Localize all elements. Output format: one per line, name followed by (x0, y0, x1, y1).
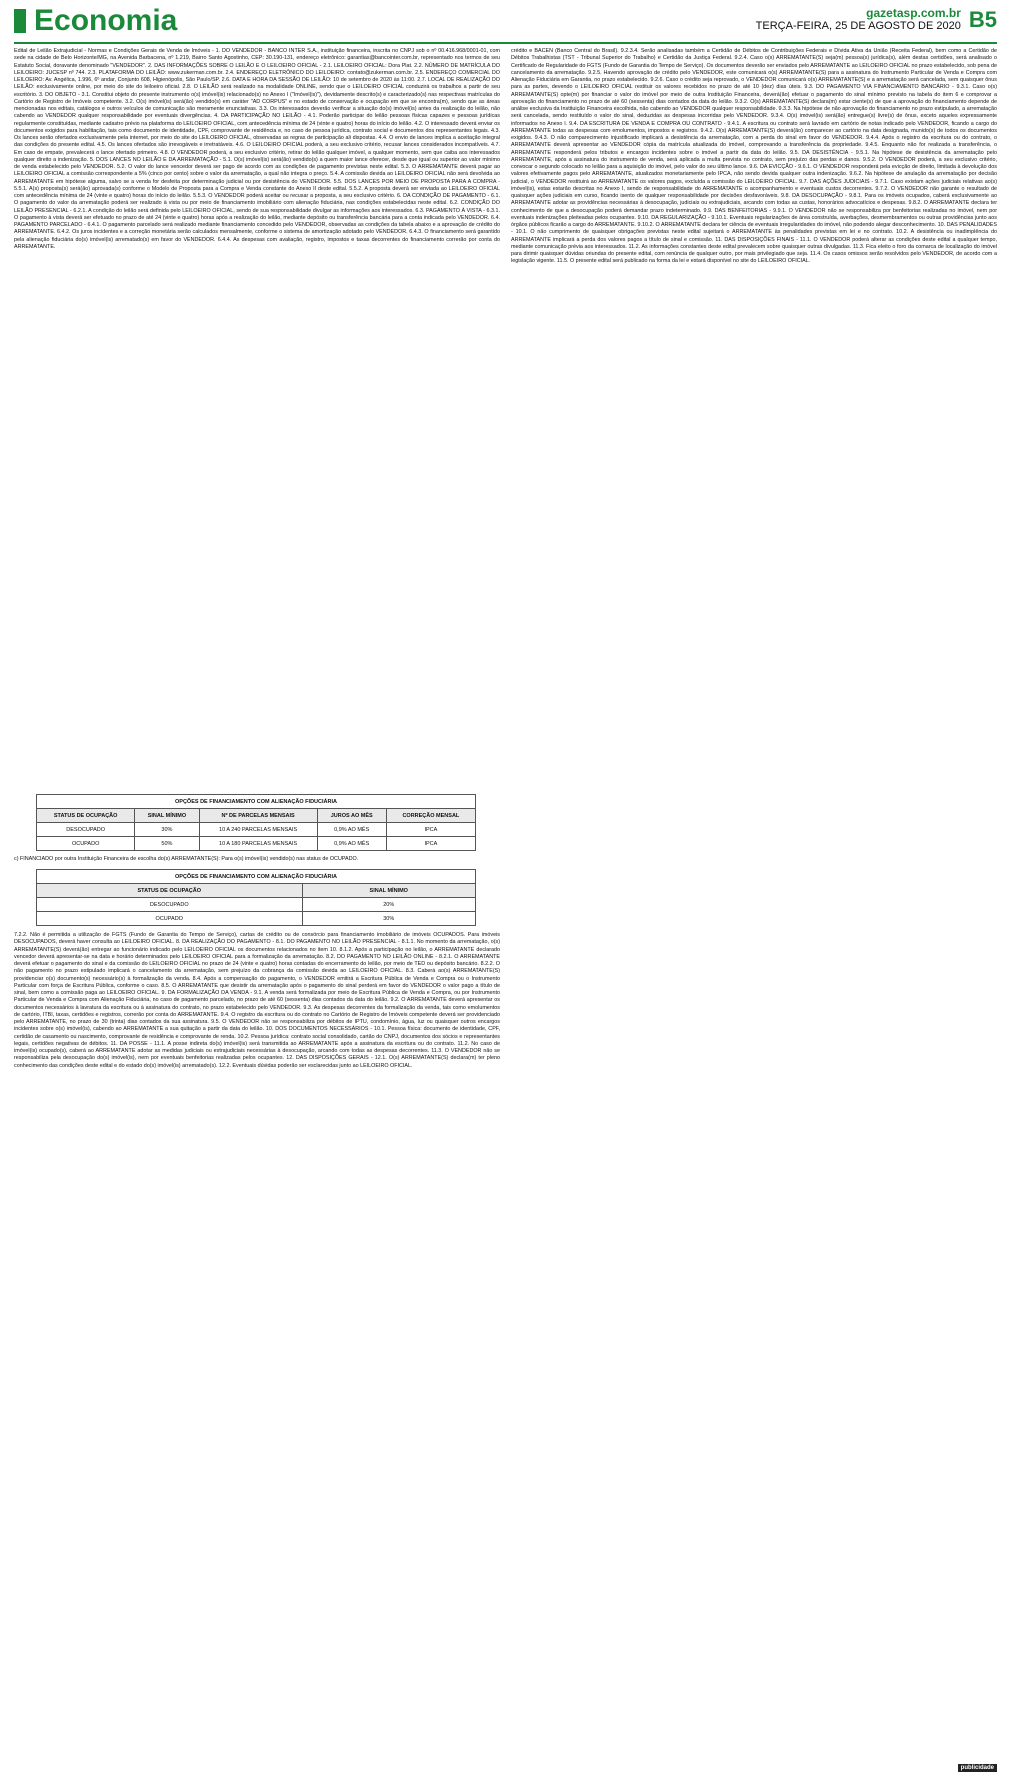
table-cell: 50% (135, 837, 199, 851)
site-url[interactable]: gazetasp.com.br (866, 6, 961, 20)
article-columns (14, 48, 997, 1774)
header-info (756, 6, 997, 34)
page-header (14, 4, 997, 44)
table-row (37, 837, 476, 851)
section-title: Economia (34, 4, 178, 37)
table-cell: DESOCUPADO (37, 898, 303, 912)
table-cell: 20% (302, 898, 476, 912)
edital-text-part3: crédito e BACEN (Banco Central do Brasil). 9.2.3.4. Serão analisadas também a Certidão de Débitos de Contribuições Federais e Dívida Ativa da União (Receita Federal), bem como a Certidão de Débitos Trabalhistas (TST - Tribunal Superior do Trabalho) e Certidão da Justiça Federal. 9.2.4. Caso o(s) ARREMATANTE(S) seja(m) pessoa(s) jurídica(s), além destas certidões, será analisado o Certificado de Regularidade do FGTS (Fundo de Garantia do Tempo de Serviço). Os documentos deverão ser enviados pelo ARREMATANTE ao LEILOEIRO OFICIAL no prazo estabelecido, sob pena de cancelamento da arrematação. 9.2.5. Havendo aprovação de crédito pelo VENDEDOR, este comunicará o(s) ARREMATANTE(S) para a assinatura do Instrumento Particular de Venda e Compra com Alienação Fiduciária em Garantia, no prazo estabelecido. 9.2.6. Caso o crédito seja reprovado, o VENDEDOR comunicará o(s) ARREMATANTE(S) e a arrematação será cancelada, sem quaisquer ônus para as partes, devendo o LEILOEIRO OFICIAL restituir os valores recebidos no prazo de até 10 (dez) dias úteis. 9.3. DO PAGAMENTO VIA FINANCIAMENTO BANCÁRIO - 9.3.1. Caso o(s) ARREMATANTE(S) opte(m) por financiar o valor do imóvel por meio de outra Instituição Financeira, deverá(ão) efetuar o pagamento do sinal mínimo previsto na tabela do item 6 e comprovar a aprovação do financiamento no prazo de até 60 (sessenta) dias contados da data do leilão. 9.3.2. O(s) ARREMATANTE(S) declara(m) estar ciente(s) de que a aprovação do financiamento depende de análise exclusiva da Instituição Financeira escolhida, não cabendo ao VENDEDOR qualquer responsabilidade. 9.3.3. Na hipótese de não aprovação do financiamento no prazo estipulado, a arrematação será cancelada, sendo restituído o valor do sinal, deduzidas as despesas incorridas pelo VENDEDOR. 9.3.4. O(s) imóvel(is) será(ão) entregue(s) livre(s) de ônus, exceto aqueles expressamente informados no Anexo I. 9.4. DA ESCRITURA DE VENDA E COMPRA OU CONTRATO - 9.4.1. A escritura ou contrato será lavrado em cartório de notas indicado pelo VENDEDOR, ficando a cargo do ARREMATANTE todas as despesas com emolumentos, impostos e registros. 9.4.2. O(s) ARREMATANTE(S) deverá(ão) comparecer ao cartório na data designada, munido(s) de todos os documentos exigidos. 9.4.3. O não comparecimento injustificado implicará a desistência da arrematação, com a perda do sinal em favor do VENDEDOR. 9.4.4. Após o registro da escritura ou do contrato, o ARREMATANTE deverá apresentar ao VENDEDOR cópia da matrícula atualizada do imóvel, comprovando a transferência da propriedade. 9.4.5. Enquanto não for realizada a transferência, o ARREMATANTE responderá pelos tributos e encargos incidentes sobre o imóvel a partir da data do leilão. 9.5. DA DESISTÊNCIA - 9.5.1. Na hipótese de desistência da arrematação pelo ARREMATANTE, após a assinatura do instrumento de venda, será aplicada a multa prevista no contrato, sem prejuízo das perdas e danos. 9.5.2. O VENDEDOR poderá, a seu exclusivo critério, convocar o segundo colocado no leilão para a aquisição do imóvel, pelo valor do seu último lance. 9.6. DA EVICÇÃO - 9.6.1. O VENDEDOR responderá pela evicção de direito, limitada à devolução dos valores efetivamente pagos pelo ARREMATANTE, atualizados monetariamente pelo IPCA, não sendo devida qualquer outra indenização. 9.6.2. Na hipótese de anulação da arrematação por decisão judicial, o VENDEDOR restituirá ao ARREMATANTE os valores pagos, excluída a comissão do LEILOEIRO OFICIAL. 9.7. DAS AÇÕES JUDICIAIS - 9.7.1. Caso existam ações judiciais relativas ao(s) imóvel(is), estas estarão descritas no Anexo I, sendo de responsabilidade do ARREMATANTE o acompanhamento e eventuais custos decorrentes. 9.7.2. O VENDEDOR não garante o resultado de quaisquer ações judiciais em curso, ficando isento de qualquer responsabilidade por decisões desfavoráveis. 9.8. DA DESOCUPAÇÃO - 9.8.1. Para os imóveis ocupados, caberá exclusivamente ao ARREMATANTE adotar as providências necessárias à desocupação, judiciais ou extrajudiciais, arcando com todas as custas, honorários advocatícios e despesas. 9.8.2. O ARREMATANTE declara ter conhecimento de que a desocupação poderá demandar prazo indeterminado. 9.9. DAS BENFEITORIAS - 9.9.1. O VENDEDOR não se responsabiliza por benfeitorias realizadas no imóvel, nem por eventuais indenizações pleiteadas pelos ocupantes. 9.10. DA REGULARIZAÇÃO - 9.10.1. Eventuais regularizações de área construída, averbações, desmembramentos ou outras providências junto aos órgãos públicos ficarão a cargo do ARREMATANTE. 9.10.2. O ARREMATANTE declara ter ciência de eventuais irregularidades do imóvel, não podendo alegar desconhecimento. 10. DAS PENALIDADES - 10.1. O não cumprimento de quaisquer obrigações previstas neste edital sujeitará o ARREMATANTE às penalidades previstas em lei e no contrato. 10.2. A desistência ou inadimplência do ARREMATANTE implicará a perda dos valores pagos a título de sinal e comissão. 11. DAS DISPOSIÇÕES FINAIS - 11.1. O VENDEDOR poderá alterar as condições deste edital a qualquer tempo, mediante comunicação prévia aos interessados. 11.2. As informações constantes deste edital prevalecem sobre quaisquer outras divulgadas. 11.3. Fica eleito o foro da comarca de localização do imóvel para dirimir quaisquer dúvidas oriundas do presente edital, com renúncia de qualquer outro, por mais privilegiado que seja. 11.4. Os casos omissos serão resolvidos pelo VENDEDOR, de acordo com a legislação vigente. 11.5. O presente edital será publicado na forma da lei e estará disponível no site do LEILOEIRO OFICIAL. (511, 48, 997, 265)
table-cell: DESOCUPADO (37, 823, 135, 837)
table-cell: OCUPADO (37, 912, 303, 926)
table-header-cell: SINAL MÍNIMO (135, 809, 199, 823)
table-row (37, 898, 476, 912)
page-number: B5 (968, 7, 997, 32)
table-row (37, 912, 476, 926)
right-column (511, 48, 997, 1774)
financing-note: c) FINANCIADO por outra Instituição Financeira de escolha do(s) ARREMATANTE(S): Para o(s) imóvel(is) vendido(s) nas status de OCUPADO. (14, 856, 359, 862)
table-cell: OCUPADO (37, 837, 135, 851)
table-cell: 30% (135, 823, 199, 837)
table-header-cell: STATUS DE OCUPAÇÃO (37, 884, 303, 898)
financing-table-fiduciary (36, 794, 476, 851)
table-cell: IPCA (386, 837, 475, 851)
table-title: OPÇÕES DE FINANCIAMENTO COM ALIENAÇÃO FIDUCIÁRIA (37, 870, 476, 884)
table-cell: 0,9% AO MÊS (317, 837, 386, 851)
table-cell: 0,9% AO MÊS (317, 823, 386, 837)
edital-text-part2: 7.2.2. Não é permitida a utilização de FGTS (Fundo de Garantia do Tempo de Serviço), cartas de crédito ou de consórcio para financiamento imobiliário de imóveis OCUPADOS. Para imóveis DESOCUPADOS, deverá haver consulta ao LEILOEIRO OFICIAL. 8. DA REALIZAÇÃO DO PAGAMENTO - 8.1. DO PAGAMENTO NO LEILÃO PRESENCIAL - 8.1.1. No momento da arrematação, o(s) ARREMATANTE(S) deverá(ão) entregar ao funcionário indicado pelo LEILOEIRO OFICIAL os documentos relacionados no item 10. 8.1.2. Após a participação no leilão, o ARREMATANTE declarado vencedor deverá apresentar-se na data e horário determinados pelo LEILOEIRO OFICIAL para a formalização da arrematação. 8.2. DO PAGAMENTO NO LEILÃO ONLINE - 8.2.1. O ARREMATANTE deverá efetuar o pagamento do sinal e da comissão do LEILOEIRO OFICIAL no prazo de 24 (vinte e quatro) horas contadas do encerramento do leilão, por meio de TED ou depósito bancário. 8.2.2. O não pagamento no prazo estipulado implicará o cancelamento da arrematação, sem prejuízo da cobrança da comissão devida ao LEILOEIRO OFICIAL. 8.3. Caberá ao(s) ARREMATANTE(S) providenciar o(s) documento(s) necessário(s) à formalização da venda. 8.4. Após a compensação do pagamento, o VENDEDOR emitirá a Escritura Pública de Venda e Compra ou o Instrumento Particular com força de Escritura Pública, conforme o caso. 8.5. O ARREMATANTE que desistir da arrematação após o pagamento do sinal perderá em favor do VENDEDOR o valor pago a título de sinal, bem como a comissão paga ao LEILOEIRO OFICIAL. 9. DA FORMALIZAÇÃO DA VENDA - 9.1. A venda será formalizada por meio de Escritura Pública de Venda e Compra, ou por Instrumento Particular de Venda e Compra com Alienação Fiduciária, no caso de pagamento parcelado, no prazo de até 60 (sessenta) dias contados da data do leilão. 9.2. O ARREMATANTE deverá apresentar os documentos necessários à lavratura da escritura ou à assinatura do contrato, no prazo estabelecido pelo VENDEDOR. 9.3. As despesas decorrentes da formalização da venda, tais como emolumentos de cartório, ITBI, taxas, certidões e registros, correrão por conta do ARREMATANTE. 9.4. O registro da escritura ou do contrato no Cartório de Registro de Imóveis competente deverá ser providenciado pelo ARREMATANTE, no prazo de 30 (trinta) dias contados da sua assinatura. 9.5. O VENDEDOR não se responsabiliza por débitos de IPTU, condomínio, água, luz ou quaisquer outros encargos incidentes sobre o(s) imóvel(is), cabendo ao ARREMATANTE a sua quitação a partir da data do leilão. 10. DOS DOCUMENTOS NECESSÁRIOS - 10.1. Pessoa física: documento de identidade, CPF, certidão de casamento ou nascimento, comprovante de residência e comprovante de renda. 10.2. Pessoa jurídica: contrato social consolidado, cartão do CNPJ, documentos dos sócios e representantes legais, certidões negativas de débitos. 11. DA POSSE - 11.1. A posse indireta do(s) imóvel(is) será transmitida ao ARREMATANTE após a assinatura da escritura ou do contrato. 11.2. No caso de imóvel(is) ocupado(s), caberá ao ARREMATANTE adotar as medidas judiciais ou extrajudiciais necessárias à desocupação, arcando com todas as despesas decorrentes. 11.3. O VENDEDOR não se responsabiliza pela desocupação do(s) imóvel(is), nem por eventuais benfeitorias realizadas pelos ocupantes. 12. DAS DISPOSIÇÕES GERAIS - 12.1. O(s) ARREMATANTE(S) declara(m) ter pleno conhecimento das condições deste edital e do estado do(s) imóvel(is) arrematado(s). 12.2. Eventuais dúvidas poderão ser esclarecidas junto ao LEILOEIRO OFICIAL. (14, 932, 500, 1069)
publicidade-badge: publicidade (958, 1764, 997, 1772)
table-cell: 30% (302, 912, 476, 926)
table-header-cell: STATUS DE OCUPAÇÃO (37, 809, 135, 823)
table-cell: IPCA (386, 823, 475, 837)
left-column (14, 48, 500, 1774)
table-row (37, 823, 476, 837)
table-header-cell: JUROS AO MÊS (317, 809, 386, 823)
financing-table-other-institution (36, 869, 476, 926)
table-cell: 10 A 240 PARCELAS MENSAIS (199, 823, 317, 837)
financing-tables (14, 794, 500, 926)
table-header-cell: Nº DE PARCELAS MENSAIS (199, 809, 317, 823)
table-title: OPÇÕES DE FINANCIAMENTO COM ALIENAÇÃO FIDUCIÁRIA (37, 795, 476, 809)
header-meta (756, 6, 961, 33)
section-brand (14, 6, 177, 36)
edital-text-part1: Edital de Leilão Extrajudicial - Normas e Condições Gerais de Venda de Imóveis - 1. DO VENDEDOR - BANCO INTER S.A., instituição financeira, inscrita no CNPJ sob o nº 00.416.968/0001-01, com sede na cidade de Belo Horizonte/MG, na Avenida Barbacena, nº 1.219, Bairro Santo Agostinho, CEP: 30.190-131, endereço eletrônico: garantias@bancointer.com.br, representado nos termos de seu Estatuto Social, doravante denominado "VENDEDOR". 2. DAS INFORMAÇÕES SOBRE O LEILÃO E O LEILOEIRO OFICIAL - 2.1. LEILOEIRO OFICIAL: Dora Plat. 2.2. NÚMERO DE MATRÍCULA DO LEILOEIRO: JUCESP nº 744. 2.3. PLATAFORMA DO LEILÃO: www.zukerman.com.br. 2.4. ENDEREÇO ELETRÔNICO DO LEILOEIRO: contato@zukerman.com.br. 2.5. ENDEREÇO COMERCIAL DO LEILOEIRO: Av. Angélica, 1.996, 6º andar, Conjunto 608, Higienópolis, São Paulo/SP. 2.6. DATA E HORA DA SESSÃO DE LEILÃO: 10 de setembro de 2020 às 11:00. 2.7. LOCAL DE REALIZAÇÃO DO LEILÃO: exclusivamente online, por meio do site do leiloeiro oficial. 2.8. O LEILÃO será realizado na modalidade ONLINE, sendo que o LEILOEIRO OFICIAL conduzirá os trabalhos a partir de seu escritório. 3. DO OBJETO - 3.1. Constitui objeto do presente instrumento o(s) imóvel(is) relacionado(s) no Anexo I ("Imóvel(is)"), devidamente descrito(s) e caracterizado(s) nas respectivas matrículas do Cartório de Registro de Imóveis competente. 3.2. O(s) imóvel(is) será(ão) vendido(s) em caráter "AD CORPUS" e no estado de conservação e ocupação em que se encontra(m), sendo que as áreas mencionadas nos editais, catálogos e outros veículos de comunicação são meramente enunciativas. 3.3. Os interessados deverão verificar a situação do(s) imóvel(is) antes da realização do leilão, não cabendo ao VENDEDOR qualquer responsabilidade por eventuais divergências. 4. DA PARTICIPAÇÃO NO LEILÃO - 4.1. Poderão participar do leilão pessoas físicas capazes e pessoas jurídicas regularmente constituídas, mediante cadastro prévio na plataforma do LEILOEIRO OFICIAL, com antecedência mínima de 24 (vinte e quatro) horas do início do leilão. 4.2. O interessado deverá enviar os documentos exigidos para habilitação, tais como documento de identidade, CPF, comprovante de residência e, no caso de pessoa jurídica, contrato social e documentos dos representantes legais. 4.3. Os lances serão ofertados exclusivamente pela internet, por meio do site do LEILOEIRO OFICIAL, observadas as regras de participação ali dispostas. 4.4. O envio de lances implica a aceitação integral das condições do presente edital. 4.5. Os lances ofertados são irrevogáveis e irretratáveis. 4.6. O LEILOEIRO OFICIAL poderá, a seu exclusivo critério, recusar lances considerados incompatíveis. 4.7. Em caso de empate, prevalecerá o lance ofertado primeiro. 4.8. O VENDEDOR poderá, a seu exclusivo critério, retirar do leilão qualquer imóvel, a qualquer momento, sem que caiba aos interessados qualquer direito a indenização. 5. DOS LANCES NO LEILÃO E DA ARREMATAÇÃO - 5.1. O(s) imóvel(is) será(ão) vendido(s) a quem maior lance oferecer, desde que igual ou superior ao valor mínimo de venda estabelecido pelo VENDEDOR. 5.2. O valor do lance vencedor deverá ser pago de acordo com as condições de pagamento previstas neste edital. 5.3. O ARREMATANTE deverá pagar ao LEILOEIRO OFICIAL a comissão correspondente a 5% (cinco por cento) sobre o valor da arrematação, a qual não integra o preço. 5.4. A comissão devida ao LEILOEIRO OFICIAL não será devolvida ao ARREMATANTE em hipótese alguma, salvo se a venda for desfeita por determinação judicial ou por desistência do VENDEDOR. 5.5. DOS LANCES POR MEIO DE PROPOSTA PARA A COMPRA - 5.5.1. A(s) proposta(s) será(ão) aprovada(s) conforme o Modelo de Proposta para a Compra e Venda constante do Anexo II deste edital. 5.5.2. A proposta deverá ser enviada ao LEILOEIRO OFICIAL com antecedência mínima de 24 (vinte e quatro) horas do início do leilão. 5.5.3. O VENDEDOR poderá aceitar ou recusar a proposta, a seu exclusivo critério. 6. DA CONDIÇÃO DE PAGAMENTO - 6.1. O pagamento do valor da arrematação poderá ser realizado à vista ou por meio de financiamento imobiliário com alienação fiduciária, nas condições estabelecidas neste edital. 6.2. CONDIÇÃO DO LEILÃO PRESENCIAL - 6.2.1. A condição do leilão será definida pelo LEILOEIRO OFICIAL, sendo de sua responsabilidade divulgar as informações aos interessados. 6.3. PAGAMENTO À VISTA - 6.3.1. O pagamento à vista deverá ser efetuado no prazo de até 24 (vinte e quatro) horas após a realização do leilão, mediante depósito ou transferência bancária para a conta indicada pelo VENDEDOR. 6.4. PAGAMENTO PARCELADO - 6.4.1. O pagamento parcelado será realizado mediante financiamento concedido pelo VENDEDOR, observadas as condições da tabela abaixo e a aprovação de crédito do ARREMATANTE. 6.4.2. Os juros incidentes e a correção monetária serão calculados mensalmente, conforme o sistema de amortização adotado pelo VENDEDOR. 6.4.3. O financiamento será garantido pela alienação fiduciária do(s) imóvel(is) arrematado(s) em favor do VENDEDOR. 6.4.4. As despesas com avaliação, registro, impostos e taxas decorrentes do financiamento correrão por conta do ARREMATANTE. (14, 48, 500, 250)
table-header-cell: SINAL MÍNIMO (302, 884, 476, 898)
section-color-bar (14, 9, 26, 33)
publication-date: TERÇA-FEIRA, 25 DE AGOSTO DE 2020 (755, 20, 961, 32)
table-cell: 10 A 180 PARCELAS MENSAIS (199, 837, 317, 851)
table-header-cell: CORREÇÃO MENSAL (386, 809, 475, 823)
